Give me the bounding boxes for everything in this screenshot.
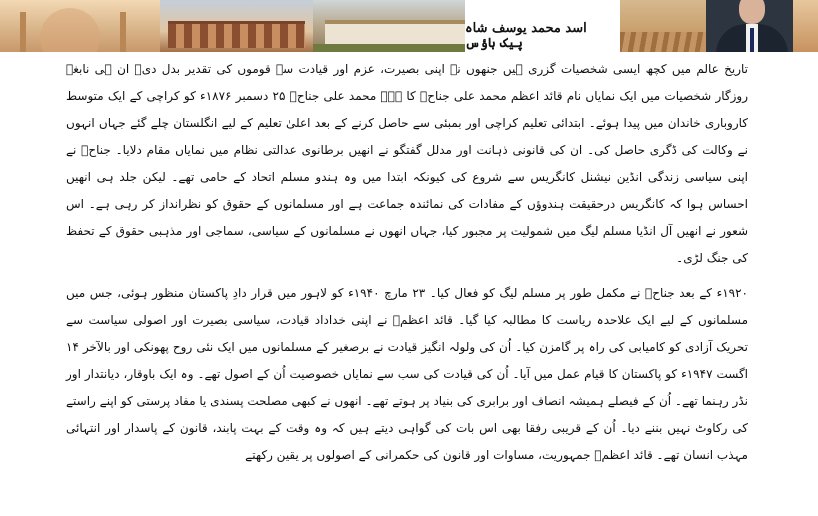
header-banner — [0, 0, 818, 52]
article-paragraph-1: تاریخ عالم میں کچھ ایسی شخصیات گزری ہیں جنھوں نے اپنی بصیرت، عزم اور قیادت سے قوموں کی تقدیر بدل دی۔ ان ہی نابغہ روزگار شخصیات میں ایک نمایاں نام قائد اعظم محمد علی جناحؒ کا ہے۔ محمد علی جناحؒ ۲۵ دسمبر ۱۸۷۶ء کو کراچی کے ایک متوسط کاروباری خاندان میں پیدا ہوئے۔ ابتدائی تعلیم کراچی اور بمبئی سے حاصل کرنے کے بعد اعلیٰ تعلیم کے لیے انگلستان چلے گئے جہاں انہوں نے وکالت کی ڈگری حاصل کی۔ ان کی قانونی ذہانت اور مدلل گفتگو نے انھیں برطانوی عدالتی نظام میں نمایاں مقام دلایا۔ جناحؒ نے اپنی سیاسی زندگی انڈین نیشنل کانگریس سے شروع کی کیونکہ ابتدا میں وہ ہندو مسلم اتحاد کے حامی تھے۔ لیکن جلد ہی انھیں احساس ہوا کہ کانگریس درحقیقت ہندوؤں کے مفادات کی نمائندہ جماعت ہے اور مسلمانوں کے حقوق کو نظرانداز کر رہی ہے۔ اس شعور نے انھیں آل انڈیا مسلم لیگ میں شمولیت پر مجبور کیا، جہاں انھوں نے مسلمانوں کے سیاسی، سماجی اور مذہبی حقوق کے تحفظ کی جنگ لڑی۔ — [66, 62, 748, 265]
article-body — [66, 56, 748, 477]
article-paragraph-2: ۱۹۲۰ء کے بعد جناحؒ نے مکمل طور پر مسلم لیگ کو فعال کیا۔ ۲۳ مارچ ۱۹۴۰ء کو لاہور میں قرار دادِ پاکستان منظور ہوئی، جس میں مسلمانوں کے لیے ایک علاحدہ ریاست کا مطالبہ کیا گیا۔ قائد اعظمؒ نے اپنی خداداد قیادت، سیاسی بصیرت اور اصولی سیاست سے تحریک آزادی کو کامیابی کی راہ پر گامزن کیا۔ اُن کی ولولہ انگیز قیادت نے برصغیر کے مسلمانوں میں ایک نئی روح پھونکی اور بالآخر ۱۴ اگست ۱۹۴۷ء کو پاکستان کا قیام عمل میں آیا۔ اُن کی قیادت کی سب سے نمایاں خصوصیت اُن کے اصول تھے۔ وہ ایک باوقار، دیانتدار اور نڈر رہنما تھے۔ اُن کے فیصلے ہمیشہ انصاف اور برابری کی بنیاد پر ہوتے تھے۔ انھوں نے کبھی مصلحت پسندی یا مفاد پرستی کو اپنے راستے کی رکاوٹ نہیں بننے دیا۔ اُن کے قریبی رفقا بھی اس بات کی گواہی دیتے ہیں کہ وہ وقت کے بہت پابند، قانون کے پاسدار اور انتہائی مہذب انسان تھے۔ قائد اعظمؒ جمہوریت، مساوات اور قانون کی حکمرانی کے اصولوں پر یقین رکھتے — [66, 286, 748, 462]
building-photo — [313, 0, 465, 52]
edge-photo — [793, 0, 818, 52]
tie-shape — [750, 28, 754, 52]
minaret-shape — [20, 12, 26, 52]
author-affiliation: پیک ہاؤس — [464, 36, 523, 51]
minaret-shape — [120, 12, 126, 52]
dome-shape — [40, 8, 100, 52]
rocks-shape — [620, 32, 706, 52]
landscape-photo — [620, 0, 706, 52]
author-name: اسد محمد یوسف شاہ — [464, 21, 587, 36]
mausoleum-photo — [0, 0, 160, 52]
arches-shape — [168, 21, 304, 48]
portrait-photo — [706, 0, 794, 52]
building-shape — [325, 20, 465, 44]
fort-photo — [160, 0, 312, 52]
byline — [465, 0, 620, 52]
lawn-shape — [313, 44, 465, 52]
face-shape — [739, 0, 765, 24]
